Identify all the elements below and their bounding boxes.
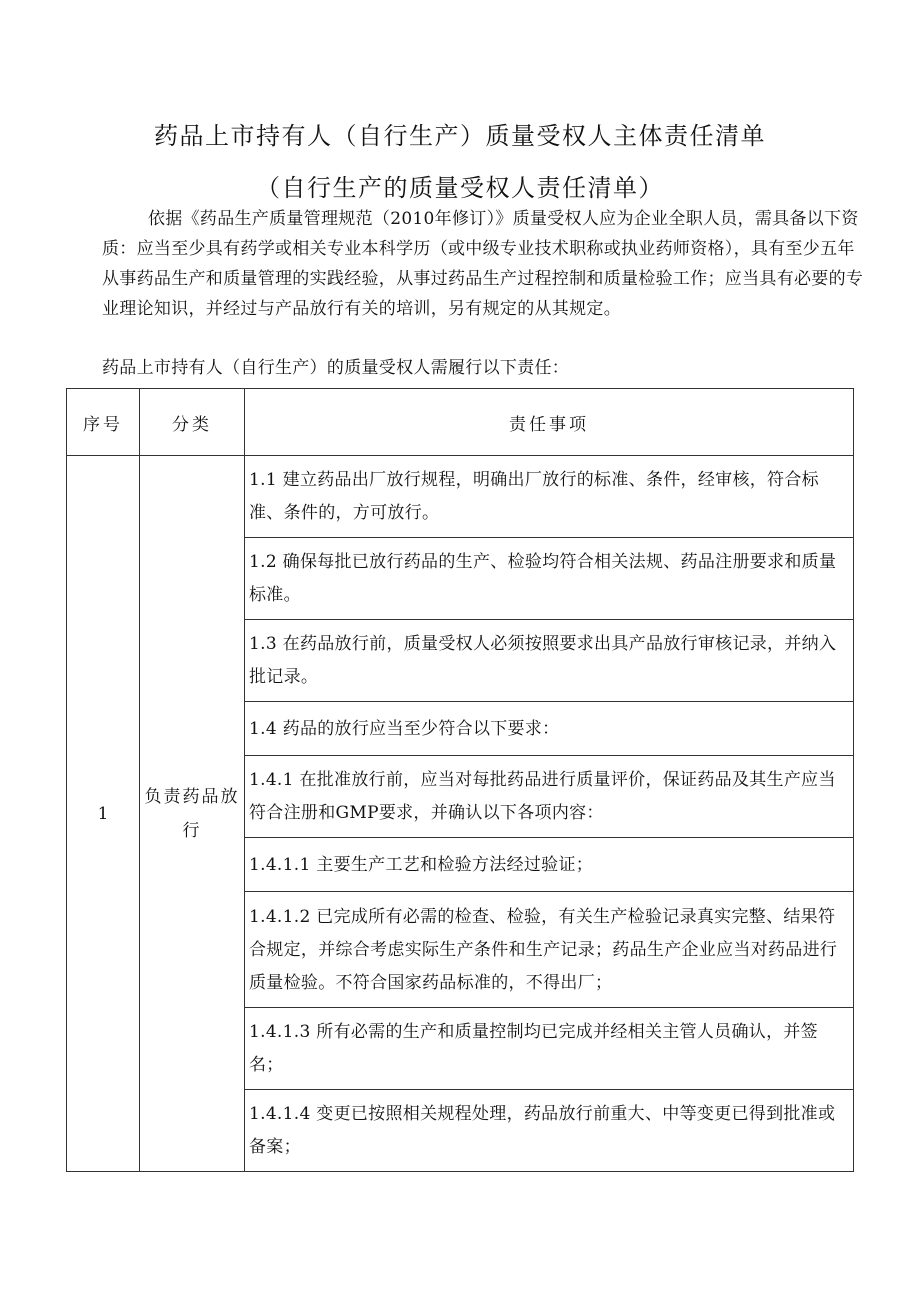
table-cell-item: 1.4.1.3 所有必需的生产和质量控制均已完成并经相关主管人员确认，并签名； [245, 1008, 854, 1090]
table-row [67, 456, 854, 538]
intro-paragraph: 依据《药品生产质量管理规范（2010年修订）》质量受权人应为企业全职人员，需具备以下资质：应当至少具有药学或相关专业本科学历（或中级专业技术职称或执业药师资格），具有至少五年从事药品生产和质量管理的实践经验，从事过药品生产过程控制和质量检验工作；应当具有必要的专业理论知识，并经过与产品放行有关的培训，另有规定的从其规定。 [102, 209, 864, 319]
intro-responsibility-line: 药品上市持有人（自行生产）的质量受权人需履行以下责任： [102, 358, 570, 378]
responsibility-table [66, 388, 854, 1172]
table-cell-item: 1.2 确保每批已放行药品的生产、检验均符合相关法规、药品注册要求和质量标准。 [245, 538, 854, 620]
document-title: 药品上市持有人（自行生产）质量受权人主体责任清单 [154, 122, 766, 150]
table-cell-item: 1.4 药品的放行应当至少符合以下要求： [245, 702, 854, 756]
header-items: 责任事项 [245, 389, 854, 456]
header-seq: 序号 [67, 389, 140, 456]
table-cell-item: 1.3 在药品放行前，质量受权人必须按照要求出具产品放行审核记录，并纳入批记录。 [245, 620, 854, 702]
table-cell-item: 1.4.1.2 已完成所有必需的检查、检验，有关生产检验记录真实完整、结果符合规定，并综合考虑实际生产条件和生产记录；药品生产企业应当对药品进行质量检验。不符合国家药品标准的，不得出厂； [245, 892, 854, 1008]
row-category: 负责药品放行 [140, 456, 245, 1172]
row-seq: 1 [67, 456, 140, 1172]
table-cell-item: 1.1 建立药品出厂放行规程，明确出厂放行的标准、条件，经审核，符合标准、条件的，方可放行。 [245, 456, 854, 538]
table-cell-item: 1.4.1.1 主要生产工艺和检验方法经过验证； [245, 838, 854, 892]
table-cell-item: 1.4.1.4 变更已按照相关规程处理，药品放行前重大、中等变更已得到批准或备案； [245, 1090, 854, 1172]
header-category: 分类 [140, 389, 245, 456]
table-cell-item: 1.4.1 在批准放行前，应当对每批药品进行质量评价，保证药品及其生产应当符合注册和GMP要求，并确认以下各项内容： [245, 756, 854, 838]
document-subtitle: （自行生产的质量受权人责任清单） [256, 174, 664, 202]
table-header-row [67, 389, 854, 456]
